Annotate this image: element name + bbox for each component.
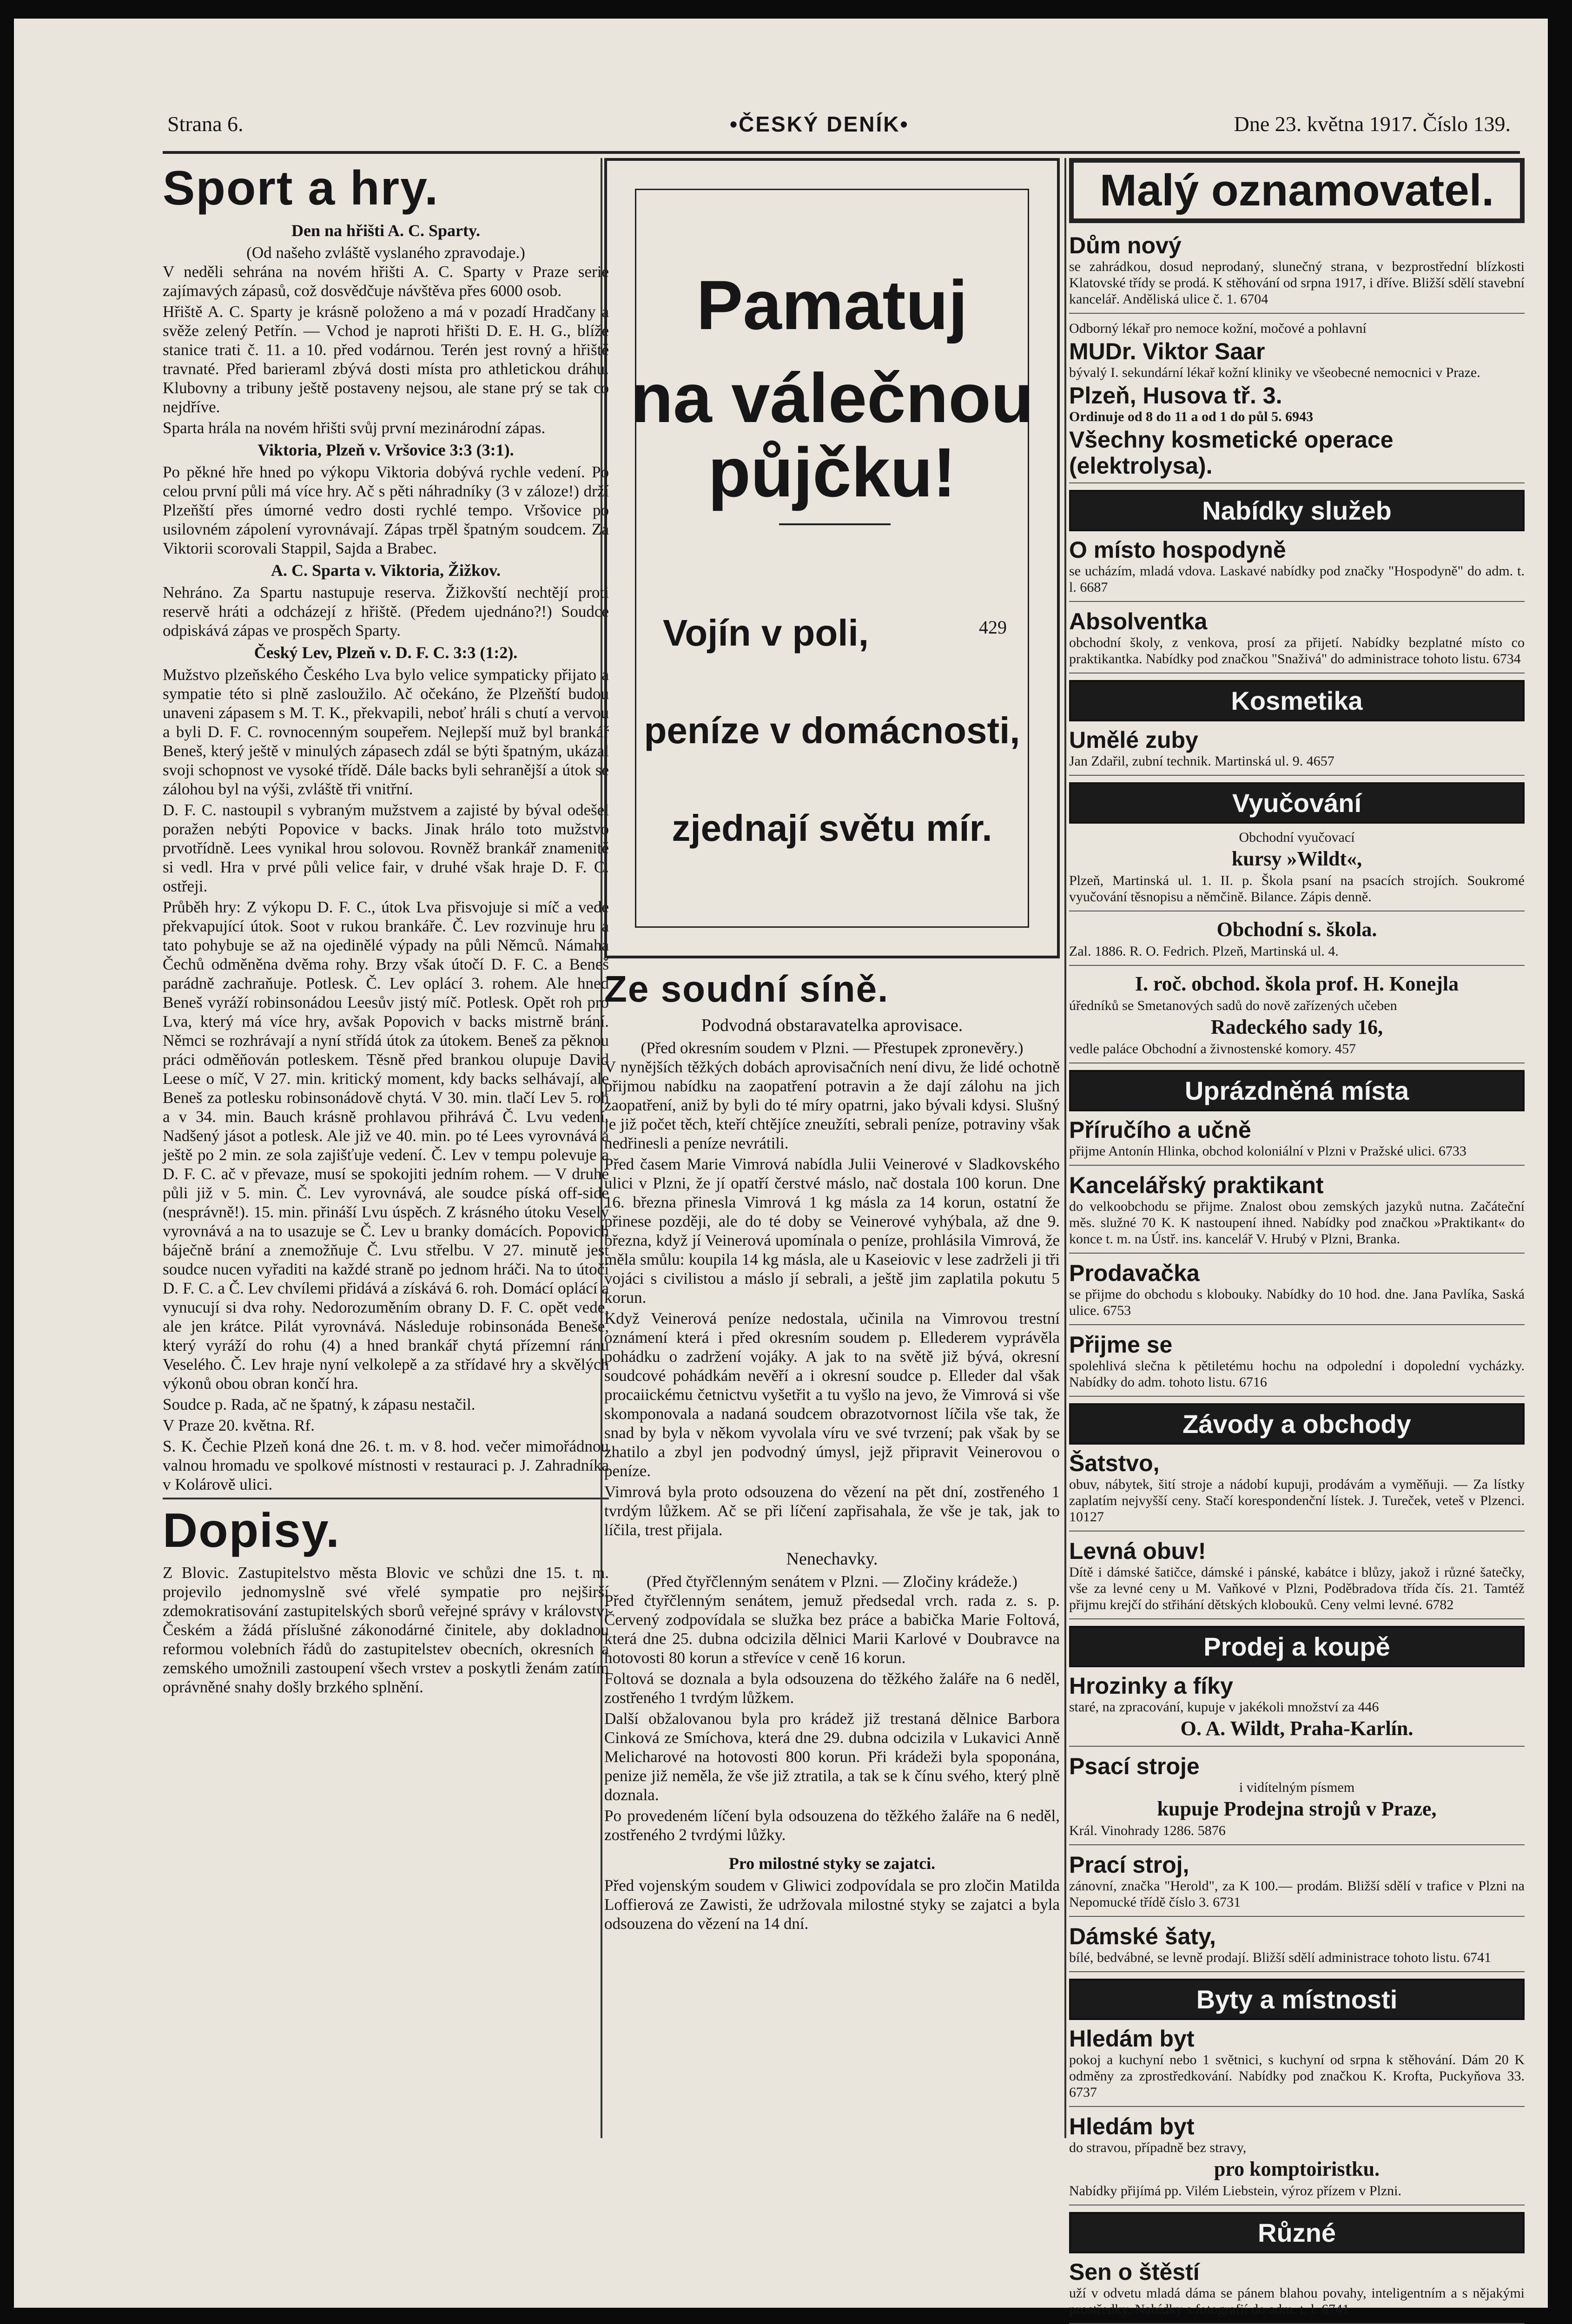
classified-heading: Radeckého sady 16, [1210,1016,1383,1038]
classified-text: se zahrádkou, dosud neprodaný, slunečný strana, v bezprostřední blízkosti Klatovské třídy se prodá. K stěhování od srpna 1917, i dříve. Bližší sdělí stavební kancelář. Anděliská ulice č. 1. 6704 [1069,259,1525,307]
match-heading: A. C. Sparta v. Viktoria, Žižkov. [271,561,501,580]
classified-heading: kursy »Wildt«, [1231,847,1362,870]
classified-heading: I. roč. obchod. škola prof. H. Konejla [1135,972,1459,995]
category-banner: Vyučování [1069,782,1525,824]
classified-heading: Levná obuv! [1069,1538,1206,1564]
ad-rule [779,523,891,525]
section-title-court: Ze soudní síně. [604,968,889,1010]
classified-heading: Psací stroje [1069,1753,1200,1779]
court-heading: Nenechavky. [786,1549,878,1569]
classified-text: spolehlivá slečna k pětiletému hochu na odpolední i dopolední vycházky. Nabídky do adm. tohoto listu. 6716 [1069,1358,1525,1390]
court-heading: Pro milostné styky se zajatci. [728,1854,936,1873]
classified-heading: Sen o štěstí [1069,2259,1200,2285]
section-title-sport: Sport a hry. [163,161,439,215]
column-classifieds [1069,158,1525,2317]
sport-subtitle: Den na hřišti A. C. Sparty. [291,221,481,240]
classified-text: Jan Zdařil, zubní technik. Martinská ul. 9. 4657 [1069,753,1334,769]
classified-clothes [1069,1450,1525,1532]
newspaper-title: •ČESKÝ DENÍK• [730,112,909,136]
sport-paragraph: Soudce p. Rada, ač ne špatný, k zápasu nestačil. [163,1395,476,1413]
classified-heading: Přijme se [1069,1332,1173,1358]
classified-flat-1 [1069,2026,1525,2107]
classified-text: se přijme do obchodu s klobouky. Nabídky do 10 hod. dne. Jana Pavlíka, Saská ulice. 6753 [1069,1287,1525,1318]
classified-house [1069,232,1525,314]
classified-dream [1069,2259,1525,2324]
classified-heading: Šatstvo, [1069,1450,1160,1476]
classified-konejl [1069,972,1525,1063]
classified-text: Ordinuje od 8 do 11 a od 1 do půl 5. 6943 [1069,409,1314,424]
category-banner: Prodej a koupě [1069,1626,1525,1667]
classified-heading: O místo hospodyně [1069,537,1286,563]
classified-heading: Prodavačka [1069,1260,1200,1286]
court-paragraph: Před čtyřčlenným senátem, jemuž předsedal vrch. rada z. s. p. Červený zodpovídala se služka bez práce a babička Marie Foltová, která dne 25. dubna odcizila dělnici Marii Karlové v Doubravce na hotovosti 80 korun a střevíce v ceně 16 korun. [604,1591,1060,1667]
classified-heading: Příručího a učně [1069,1117,1251,1143]
classified-heading: Umělé zuby [1069,727,1198,753]
war-loan-ad [604,158,1060,958]
sport-paragraph: V neděli sehrána na novém hřišti A. C. Sparty v Praze serie zajímavých zápasů, což dosvědčuje návštěva přes 6000 osob. [163,263,609,300]
sport-paragraph: S. K. Čechie Plzeň koná dne 26. t. m. v 8. hod. večer mimořádnou valnou hromadu ve spolkové místnosti v restauraci p. J. Zahradníka v Kolárově ulici. [163,1437,609,1493]
classified-text: bílé, bedvábné, se levně prodají. Bližší sdělí administrace tohoto listu. 6741 [1069,1950,1492,1965]
column-ad-court [604,158,1060,2152]
classified-text: pokoj a kuchyní nebo 1 světnici, s kuchyní od srpna k stěhování. Dám 20 K odměny za zprostředkování. Nabídky pod značkou K. Krofta, Puckyňova 33. 6737 [1069,2052,1525,2100]
section-divider [163,1498,609,1499]
classified-clerk [1069,1172,1525,1254]
header-rule [163,151,1520,154]
match-heading: Český Lev, Plzeň v. D. F. C. 3:3 (1:2). [254,643,518,662]
classified-heading: Obchodní s. škola. [1216,918,1377,941]
letters-paragraph: Z Blovic. Zastupitelstvo města Blovic ve schůzi dne 15. t. m. projevilo jednomyslně své vřelé sympatie pro nejširší zdemokratisování zastupitelských sborů veřejné správy v království Českém a žádá příslušné zákonodárné činitele, aby dokladnou reformou volebních řádů do zastupitelstev obecních, okresních a zemského umožnili zastoupení všech vrstev a poskytli ženám zatím oprávněné snahy došly brzkého splnění. [163,1564,609,1696]
court-subtitle: (Před čtyřčlenným senátem v Plzni. — Zločiny krádeže.) [647,1572,1017,1591]
classified-text: úředníků se Smetanových sadů do nově zařízených učeben [1069,998,1397,1013]
sport-paragraph: Sparta hrála na novém hřišti svůj první mezinárodní zápas. [163,419,546,437]
classified-text: zánovní, značka "Herold", za K 100.— prodám. Bližší sdělí v trafice v Plzni na Nepomucké třídě číslo 3. 6731 [1069,1878,1525,1910]
court-paragraph: Před časem Marie Vimrová nabídla Julii Veinerové v Sladkovského ulici v Plzni, že jí opatří čerstvé máslo, nač dostala 100 korun. Dne 16. března přinesla Vimrová 1 kg másla za 14 korun, ostatní že přinese později, ale do té doby se Veinerové vyhýbala, až dne 9. března, když jí Veinerová upomínala o peníze, prohlásila Vimrová, že měla smůlu: koupila 14 kg másla, ale u Kaseiovic v lese zadrželi ji tři vojáci s civilistou a máslo jí sebrali, a ještě jim zaplatila pokutu 5 korun. [604,1155,1060,1307]
column-rule-2 [1064,158,1066,2138]
classified-graduate [1069,608,1525,673]
court-paragraph: V nynějších těžkých dobách aprovisačních není divu, že lidé ochotně přijmou nabídku na zaopatření potravin a že dají zálohu na jich zaopatření, aniž by byli do té míry opatrni, jako bývali kdysi. Slušný je již počet těch, kteří chtějíce zneužíti, sebrali peníze, potraviny však nedřinesli a peníze nevrátili. [604,1058,1060,1152]
classified-text: Nabídky přijímá pp. Vilém Liebstein, výroz přízem v Plzni. [1069,2183,1402,2199]
issue-date: Dne 23. května 1917. Číslo 139. [1234,112,1511,136]
classified-flat-2 [1069,2113,1525,2205]
court-paragraph: Vimrová byla proto odsouzena do vězení na pět dní, zostřeného 1 tvrdým lůžkem. Ač se při líčení zapřisahala, že vše je tak, jak to líčila, trest přijala. [604,1483,1060,1539]
category-banner: Kosmetika [1069,680,1525,721]
ad-line-4: peníze v domácnosti, [644,710,1020,751]
court-heading: Podvodná obstaravatelka aprovisace. [701,1016,963,1035]
classified-school [1069,918,1525,966]
court-paragraph: Další obžalovanou byla pro krádež již trestaná dělnice Barbora Cinková ze Smíchova, která dne 29. dubna odcizila v Lukavici Anně Melicharové na hotovosti 800 korun. Při krádeži byla spoponána, penize již neměla, že vše již ztratila, a tak se k čínu svého, který plně doznala. [604,1710,1060,1804]
category-banner: Uprázdněná místa [1069,1070,1525,1111]
classified-text: se ucházím, mladá vdova. Laskavé nabídky pod značky "Hospodyně" do adm. t. l. 6687 [1069,563,1525,595]
column-sport [163,158,609,2138]
newspaper-page [14,19,1548,2317]
classified-assistant [1069,1117,1525,1166]
classified-shoes [1069,1538,1525,1619]
classified-doctor [1069,320,1525,483]
classified-text: vedle paláce Obchodní a živnostenské komory. 457 [1069,1041,1356,1056]
classified-text: bývalý I. sekundární lékař kožní kliniky ve všeobecné nemocnici v Praze. [1069,365,1480,380]
classified-raisins [1069,1673,1525,1747]
sport-paragraph: Hřiště A. C. Sparty je krásně položeno a má v pozadí Hradčany a svěže zelený Petřín. — Vchod je naproti hřišti D. E. H. G., blíže stanice trati č. 11. a 10. před vodárnou. Terén jest rovný a hřiště travnaté. Před barieraml zbývá dosti místa pro athletickou dráhu. Klubovny a tribuny ještě postaveny nejsou, ale stane prý se tak co nejdříve. [163,303,609,416]
category-banner: Byty a místnosti [1069,1979,1525,2020]
classified-saleswoman [1069,1260,1525,1325]
classified-text: staré, na zpracování, kupuje v jakékoli množství za 446 [1069,1699,1379,1715]
classified-heading: Dámské šaty, [1069,1923,1216,1949]
classified-heading: Všechny kosmetické operace (elektrolysa). [1069,427,1394,479]
classified-heading: MUDr. Viktor Saar [1069,338,1265,364]
classified-text: Zal. 1886. R. O. Fedrich. Plzeň, Martinská ul. 4. [1069,944,1339,959]
classified-heading: Dům nový [1069,232,1182,258]
classified-typewriters [1069,1753,1525,1845]
court-paragraph: Před vojenským soudem v Gliwici zodpovídala se pro zločin Matilda Loffierová ze Zawisti, že udržovala milostné styky se zajatci a byla odsouzena do vězení na 14 dní. [604,1876,1060,1933]
classified-heading: Plzeň, Husova tř. 3. [1069,383,1282,409]
sport-paragraph: Průběh hry: Z výkopu D. F. C., útok Lva přisvojuje si míč a vede překvapující útok. Soot v rukou brankáře. Č. Lev rozvinuje hru a tato pohybuje se až na ojedinělé výpady na půli Němců. Námaha Čechů odměněna dvěma rohy. Brzy však útočí D. F. C. a Beneš parádně zachraňuje. Potlesk. Č. Lev oplácí 3. rohem. Ale hned Beneš vyráží robinsonádou Leesův jistý míč. Potlesk. Opět roh pro Lva, který má více hry, avšak Popovich v backs mistrně brání. Němci se rozhrávají a nyní střídá útok za útokem. Beneš za pěknou práci odměňován potleskem. Těsně před brankou olupuje David Leese o míč, V 27. min. kritický moment, kdy backs selhávají, ale Beneš za potlesku robinsonádově chytá. V 30. min. tlačí Lev 5. roh a v 34. min. Bauch krásně prohlavou přihrává Č. Lvu vedení. Nadšený jásot a potlesk. Ale již ve 40. min. po té Lees vyrovnává a ještě po 2 min. ze sola zajišťuje vedení. Č. Lev v tempu polevuje a D. F. C. ač v převaze, musí se spokojiti jedním rohem. — V druhé půli již v 5. min. Č. Lev vyrovnává, ale soudce píská off-side (nesprávně!). 15. min. přináší Lvu úspěch. Z krásného útoku Veselý vyrovnává a na to usazuje se Č. Lev u branky domácích. Popovich báječně brání a znemožňuje Č. Lvu střelbu. V 27. minutě jest soudce nucen vyřaditi na každé straně po jednom hráči. Na to útočí D. F. C. a Č. Lev chvílemi přidává a získává 6. roh. Domácí oplácí a vynucují si dva rohy. Nedorozuměním obrany D. F. C. opět vede, ale jen krátce. Pilát vyrovnává. Následuje robinsonáda Beneše, který vyráží do rohu (4) a hned brankář chytá přízemní ránu Veselého. Č. Lev hraje nyní velkolepě a za střídavé hry a skvělých výkonů obou obran končí hra. [163,898,609,1393]
court-paragraph: Po provedeném líčení byla odsouzena do těžkého žaláře na 6 neděl, zostřeného 2 tvrdými lůžky. [604,1807,1060,1844]
classified-text: Odborný lékař pro nemoce kožní, močové a pohlavní [1069,321,1367,336]
sport-paragraph: Mužstvo plzeňského Českého Lva bylo velice sympaticky přijato a sympatie této si plně zasloužilo. Ač očekáno, že Plzeňští budou unaveni zápasem s M. T. K., překvapili, neboť hráli s chutí a vervou a byli D. F. C. rovnocenným soupeřem. Nejlepší muž byl brankář Beneš, který ještě v minulých zápasech zdál se býti špatným, ukázal svoji schopnost ve vysoké třídě. Dále backs byli sehranější a útok se zálohou byl na výši, zvláště tři vnitřní. [163,666,609,798]
classified-heading: Kancelářský praktikant [1069,1172,1324,1198]
classified-text: Dítě i dámské šatičce, dámské i pánské, kabátce i blůzy, jakož i různé šatečky, vše za levné ceny u M. Vaňkové v Plzni, Poděbradova třída čís. 21. Tamtéž přijmu krejčí do střihání dětských klobouků. Ceny velmi levné. 6782 [1069,1565,1525,1612]
classified-text: i vidítelným písmem [1239,1780,1355,1795]
court-paragraph: Když Veinerová peníze nedostala, učinila na Vimrovou trestní oznámení která i před okresním soudem p. Ellederem vyprávěla pohádku o zadržení vojáky. A jak to na světě již bývá, okresní soudcové pohádkám nevěří a i okresní soudce p. Elleder dal však procaiickému četnictvu vyšetřit a tu vyšlo na jevo, že Vimrová si vše skomponovala a nadaná soudcem obrazotvornost líčila vše tak, že snad by byla v někom vyvolala víru ve své tvrzení; pak však by se zhatilo a zbyl jen podvodný úmysl, jejž připravit Veinerovou o peníze. [604,1309,1060,1480]
classified-text: Plzeň, Martinská ul. 1. II. p. Škola psaní na psacích strojích. Soukromé vyučování těsnopisu a němčině. Bilance. Zápis denně. [1069,873,1525,905]
classified-heading: kupuje Prodejna strojů v Praze, [1157,1797,1437,1820]
category-banner: Závody a obchody [1069,1403,1525,1445]
classified-housekeeper [1069,537,1525,602]
classified-text: Obchodní vyučovací [1239,830,1355,845]
classified-dresses [1069,1923,1525,1972]
sport-paragraph: Nehráno. Za Spartu nastupuje reserva. Žižkovští nechtějí proti reservě hráti a odcházejí z hřiště. (Předem ujednáno?!) Soudce odpiskává zápas ve prospěch Sparty. [163,583,609,640]
category-banner: Různé [1069,2212,1525,2253]
sport-dateline: V Praze 20. května. Rf. [163,1416,315,1434]
ad-line-2: na válečnou půjčku! [630,359,1034,511]
court-subtitle: (Před okresním soudem v Plzni. — Přestupek zpronevěry.) [641,1039,1024,1057]
match-heading: Viktoria, Plzeň v. Vršovice 3:3 (3:1). [258,441,514,459]
court-paragraph: Foltová se doznala a byla odsouzena do těžkého žaláře na 6 neděl, zostřeného 1 tvrdým lůžkem. [604,1670,1060,1707]
sport-paragraph: D. F. C. nastoupil s vybraným mužstvem a zajisté by býval odešel poražen nebýti Popovice v backs. Jinak hrálo toto mužstvo prvotřídně. Lees vynikal hrou solovou. Rovněž brankář znamenitě si vedl. Hra v prvé půli velice fair, v druhé však hraje D. F. C. ostřeji. [163,801,609,895]
ad-line-1: Pamatuj [696,266,968,344]
classified-text: obchodní školy, z venkova, prosí za přijetí. Nabídky bezplatné místo co praktikantka. Nabídky pod značkou "Snaživá" do administrace tohoto listu. 6734 [1069,635,1525,667]
page-number: Strana 6. [167,112,244,136]
ad-line-5: zjednají světu mír. [672,807,992,849]
classified-text: do velkoobchodu se přijme. Znalost obou zemských jazyků nutna. Začáteční měs. služné 70 K. K nastoupení ihned. Nabídky pod značkou »Praktikant« do konce t. m. na Ústř. ins. kancelář V. Hrubý v Plzni, Branka. [1069,1199,1525,1247]
classified-washer [1069,1852,1525,1917]
page-header [153,98,1515,139]
ad-line-3: Vojín v poli, [663,612,869,654]
classified-heading: Hledám byt [1069,2113,1195,2139]
classified-course [1069,829,1525,911]
classified-text: Král. Vinohrady 1286. 5876 [1069,1823,1226,1838]
classified-heading: O. A. Wildt, Praha-Karlín. [1180,1717,1413,1740]
category-banner: Nabídky služeb [1069,490,1525,531]
classified-heading: Prací stroj, [1069,1852,1189,1878]
classified-heading: Hledám byt [1069,2026,1195,2052]
ad-code: 429 [979,617,1007,638]
classifieds-title: Malý oznamovatel. [1069,158,1525,223]
classified-nanny [1069,1332,1525,1397]
sport-paragraph: Po pěkné hře hned po výkopu Viktoria dobývá rychle vedení. Po celou první půli má více hry. Ač s pěti náhradníky (3 v záloze!) drží Plzeňští přes úmorné vedro dosti rychlé tempo. Vršovice po usilovném zápolení vyrovnávají. Zápas trpěl špatným soudcem. Za Viktorii scorovali Stappil, Sajda a Brabec. [163,463,609,557]
classified-heading: Absolventka [1069,608,1208,634]
sport-byline: (Od našeho zvláště vyslaného zpravodaje.) [246,244,525,262]
classified-text: uží v odvetu mladá dáma se pánem blahou povahy, inteligentním a s nějakými prostředky. Nabídky s fotografií do adm. t. l. 6741 [1069,2285,1525,2317]
classified-text: obuv, nábytek, šití stroje a nádobí kupuji, prodávám a vyměňuji. — Za lístky zaplatím nejvyšší ceny. Stačí korespondenční lístek. J. Tureček, veteš v Plzenci. 10127 [1069,1477,1525,1525]
classified-heading: Hrozinky a fíky [1069,1673,1233,1699]
section-title-letters: Dopisy. [163,1504,340,1558]
classified-heading: pro komptoiristku. [1214,2158,1380,2180]
classified-text: přijme Antonín Hlinka, obchod koloniální v Plzni v Pražské ulici. 6733 [1069,1143,1466,1159]
classified-teeth [1069,727,1525,776]
classified-text: do stravou, případně bez stravy, [1069,2140,1247,2155]
